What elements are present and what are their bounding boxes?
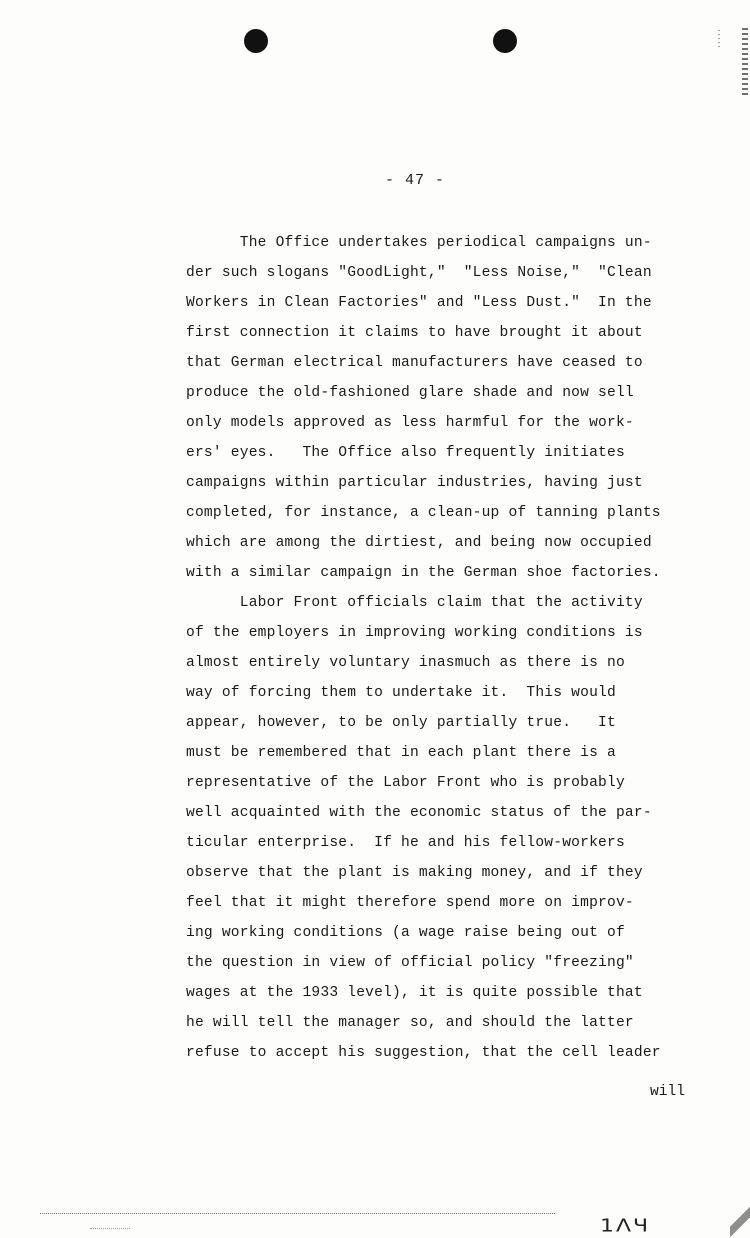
page-number: - 47 - <box>384 172 445 189</box>
text-line: of the employers in improving working conditions is <box>186 625 643 641</box>
corner-scan-mark <box>730 1206 750 1238</box>
body-text <box>186 232 676 1072</box>
punch-hole-right <box>493 29 517 53</box>
text-line: ticular enterprise. If he and his fellow-workers <box>186 835 625 851</box>
text-line: completed, for instance, a clean-up of tanning plants <box>186 505 661 521</box>
text-line: with a similar campaign in the German shoe factories. <box>186 565 661 581</box>
text-line: ing working conditions (a wage raise being out of <box>186 925 625 941</box>
text-line: way of forcing them to undertake it. This would <box>186 685 616 701</box>
text-line: ers' eyes. The Office also frequently initiates <box>186 445 625 461</box>
edge-scan-mark-small <box>718 30 720 50</box>
text-line: well acquainted with the economic status of the par- <box>186 805 652 821</box>
catchword: will <box>650 1084 686 1100</box>
text-line: he will tell the manager so, and should the latter <box>186 1015 634 1031</box>
handwritten-page-mark: 1ΛЧ <box>600 1216 651 1237</box>
text-line: campaigns within particular industries, having just <box>186 475 643 491</box>
text-line: representative of the Labor Front who is probably <box>186 775 625 791</box>
text-line: almost entirely voluntary inasmuch as there is no <box>186 655 625 671</box>
text-line: produce the old-fashioned glare shade and now sell <box>186 385 634 401</box>
text-line: only models approved as less harmful for the work- <box>186 415 634 431</box>
edge-scan-mark <box>742 28 748 98</box>
text-line: Labor Front officials claim that the activity <box>186 595 643 611</box>
text-line: observe that the plant is making money, and if they <box>186 865 643 881</box>
text-line: the question in view of official policy "freezing" <box>186 955 634 971</box>
text-line: refuse to accept his suggestion, that the cell leader <box>186 1045 661 1061</box>
text-line: must be remembered that in each plant there is a <box>186 745 616 761</box>
text-line: wages at the 1933 level), it is quite possible that <box>186 985 643 1001</box>
text-line: The Office undertakes periodical campaigns un- <box>186 235 652 251</box>
bottom-dotted-rule <box>40 1213 555 1214</box>
text-line: that German electrical manufacturers have ceased to <box>186 355 643 371</box>
text-line: der such slogans "GoodLight," "Less Noise," "Clean <box>186 265 652 281</box>
bottom-dotted-rule-small <box>90 1228 130 1229</box>
text-line: appear, however, to be only partially true. It <box>186 715 616 731</box>
punch-hole-left <box>244 29 268 53</box>
text-line: which are among the dirtiest, and being now occupied <box>186 535 652 551</box>
text-line: first connection it claims to have brought it about <box>186 325 643 341</box>
text-line: Workers in Clean Factories" and "Less Dust." In the <box>186 295 652 311</box>
text-line: feel that it might therefore spend more on improv- <box>186 895 634 911</box>
